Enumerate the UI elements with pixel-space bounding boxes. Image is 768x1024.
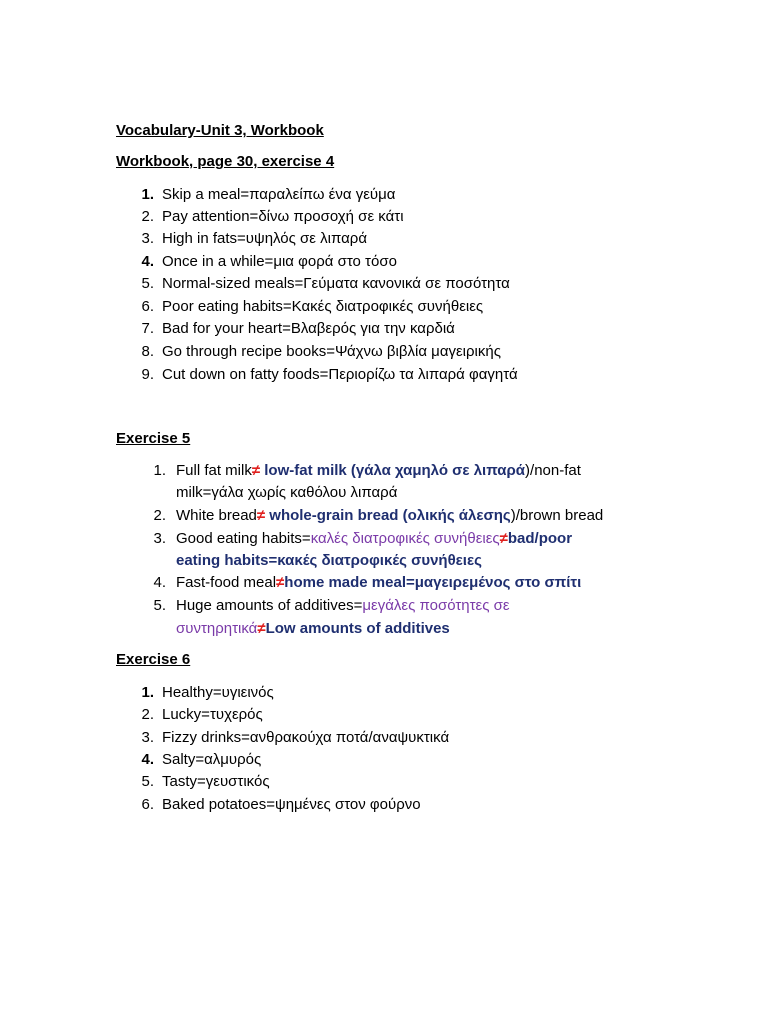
item-number: 5.: [141, 275, 154, 292]
item-number: 6.: [141, 796, 154, 813]
list-item: [0, 206, 768, 228]
item-number: 6.: [141, 298, 154, 315]
list-item: [0, 682, 768, 704]
translation-text: συντηρητικά: [176, 620, 258, 637]
not-equal-symbol: ≠: [499, 530, 508, 547]
item-number: 2.: [153, 507, 166, 524]
item-text: [176, 505, 603, 527]
item-text: [176, 595, 510, 617]
item-text: milk=γάλα χωρίς καθόλου λιπαρά: [176, 484, 398, 501]
item-text: Once in a while=μια φορά στο τόσο: [162, 253, 397, 270]
item-text: Salty=αλμυρός: [162, 751, 262, 768]
list-item: [0, 528, 768, 550]
list-item: [0, 505, 768, 527]
document-title: Vocabulary-Unit 3, Workbook: [116, 122, 324, 139]
item-number: 3.: [153, 530, 166, 547]
list-item: [0, 460, 768, 482]
item-number: 3.: [141, 230, 154, 247]
not-equal-symbol: ≠: [256, 507, 266, 524]
list-item: [0, 794, 768, 816]
item-text: Go through recipe books=Ψάχνω βιβλία μαγειρικής: [162, 343, 501, 360]
term-text: White bread: [176, 507, 257, 524]
list-item: [0, 251, 768, 273]
item-number: 4.: [141, 253, 154, 270]
antonym-text: bad/poor: [507, 530, 573, 547]
term-text: )/non-fat: [525, 462, 581, 479]
item-text: Normal-sized meals=Γεύματα κανονικά σε ποσότητα: [162, 275, 510, 292]
term-text: )/brown bread: [510, 507, 604, 524]
item-number: 1.: [141, 684, 154, 701]
antonym-text: low-fat milk (γάλα χαμηλό σε λιπαρά: [260, 462, 526, 479]
list-item: [0, 749, 768, 771]
translation-text: μεγάλες ποσότητες σε: [362, 597, 510, 614]
item-text: Pay attention=δίνω προσοχή σε κάτι: [162, 208, 404, 225]
list-item: [0, 364, 768, 386]
item-number: 3.: [141, 729, 154, 746]
term-text: Full fat milk: [176, 462, 252, 479]
term-text: Huge amounts of additives=: [176, 597, 363, 614]
item-number: 5.: [141, 773, 154, 790]
list-item: [0, 595, 768, 617]
term-text: Fast-food meal: [176, 574, 277, 591]
item-text: Cut down on fatty foods=Περιορίζω τα λιπαρά φαγητά: [162, 366, 518, 383]
item-text: Healthy=υγιεινός: [162, 684, 274, 701]
item-number: 8.: [141, 343, 154, 360]
list-item: [0, 704, 768, 726]
list-item: [0, 273, 768, 295]
item-number: 9.: [141, 366, 154, 383]
list-item: [0, 318, 768, 340]
item-text: Baked potatoes=ψημένες στον φούρνο: [162, 796, 421, 813]
antonym-text: whole-grain bread (ολικής άλεσης: [265, 507, 511, 524]
list-item: [0, 572, 768, 594]
item-number: 2.: [141, 208, 154, 225]
item-number: 4.: [141, 751, 154, 768]
item-text: [176, 618, 450, 640]
section-heading-exercise-6: Exercise 6: [116, 651, 191, 668]
item-text: High in fats=υψηλός σε λιπαρά: [162, 230, 368, 247]
not-equal-symbol: ≠: [276, 574, 285, 591]
list-item: [0, 341, 768, 363]
item-text: Skip a meal=παραλείπω ένα γεύμα: [162, 186, 396, 203]
antonym-text: Low amounts of additives: [265, 620, 450, 637]
item-text: Tasty=γευστικός: [162, 773, 270, 790]
antonym-text: home made meal=μαγειρεμένος στο σπίτι: [284, 574, 582, 591]
term-text: Good eating habits=: [176, 530, 311, 547]
item-number: 7.: [141, 320, 154, 337]
list-item: [0, 727, 768, 749]
list-item-continuation: [0, 550, 768, 572]
section-heading-exercise-4: Workbook, page 30, exercise 4: [116, 153, 335, 170]
section-heading-exercise-5: Exercise 5: [116, 430, 191, 447]
item-text: Lucky=τυχερός: [162, 706, 263, 723]
list-item: [0, 184, 768, 206]
item-number: 5.: [153, 597, 166, 614]
not-equal-symbol: ≠: [251, 462, 261, 479]
item-number: 1.: [153, 462, 166, 479]
list-item: [0, 771, 768, 793]
item-text: Fizzy drinks=ανθρακούχα ποτά/αναψυκτικά: [162, 729, 450, 746]
item-number: 1.: [141, 186, 154, 203]
not-equal-symbol: ≠: [257, 620, 266, 637]
list-item: [0, 228, 768, 250]
item-number: 2.: [141, 706, 154, 723]
translation-text: καλές διατροφικές συνήθειες: [310, 530, 500, 547]
item-text: [176, 572, 581, 594]
list-item-continuation: [0, 482, 768, 504]
list-item-continuation: [0, 618, 768, 640]
list-item: [0, 296, 768, 318]
item-text: [176, 528, 572, 550]
item-text: Poor eating habits=Κακές διατροφικές συνήθειες: [162, 298, 484, 315]
item-number: 4.: [153, 574, 166, 591]
item-text: [176, 460, 581, 482]
antonym-text: eating habits=κακές διατροφικές συνήθειες: [176, 552, 482, 569]
item-text: Bad for your heart=Βλαβερός για την καρδιά: [162, 320, 455, 337]
